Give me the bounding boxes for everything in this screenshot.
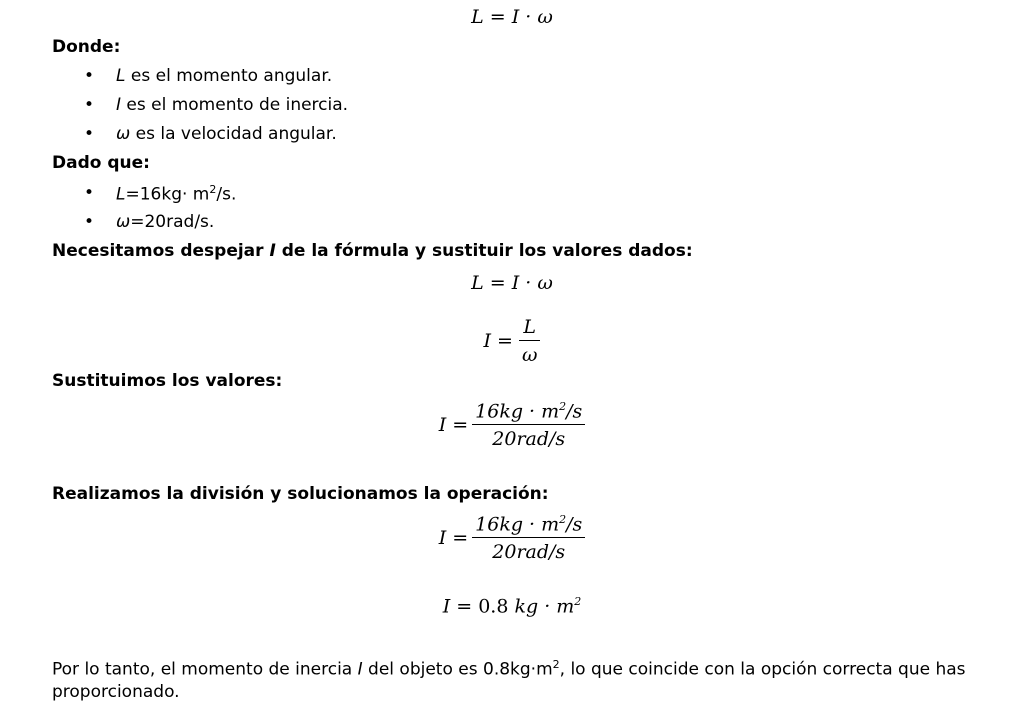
result-unit: kg · m [508,595,575,618]
numerator-text: 16kg · m [475,513,560,536]
denominator: ω [519,340,541,366]
conclusion-text: Por lo tanto, el momento de inercia [52,659,358,680]
given-item [116,183,236,205]
fraction [472,400,585,450]
given-text: =20rad/s. [130,212,215,232]
variable: I [269,241,276,261]
exponent: 2 [209,183,217,196]
definition-item [116,95,348,115]
variable: I [357,659,363,680]
heading-sustituimos: Sustituimos los valores: [52,371,283,391]
given-text: /s. [216,184,237,205]
equation-lhs: I = [438,414,469,437]
heading-despejar [52,241,693,261]
numerator-text: 16kg · m [475,400,560,423]
numerator [472,400,585,424]
equation-lhs: I = [442,595,479,618]
equation-lhs: I = [438,527,469,550]
heading-text: Necesitamos despejar [52,241,270,261]
definition-text: es el momento angular. [125,66,333,86]
numerator [472,513,585,537]
fraction [519,316,541,366]
given-item [116,212,214,232]
fraction [472,513,585,563]
numerator: L [523,316,537,338]
conclusion-text: del objeto es 0.8kg·m [362,659,553,680]
variable: ω [116,124,131,144]
heading-dado-que: Dado que: [52,153,150,173]
conclusion-text: , lo que coincide con la opción correcta que has proporcionado. [52,659,966,702]
result-value: 0.8 [478,595,509,618]
variable: L [116,66,126,86]
given-text: =16kg· m [125,184,210,205]
equation-division [0,513,1024,563]
bullet-icon: • [84,95,95,115]
equation-inertia-fraction [0,316,1024,366]
bullet-icon: • [84,183,95,203]
definition-item [116,66,332,86]
bullet-icon: • [84,66,95,86]
numerator-text: /s [566,400,583,423]
definition-text: es la velocidad angular. [130,124,337,144]
bullet-icon: • [84,124,95,144]
exponent: 2 [559,513,567,526]
definition-item [116,124,337,144]
numerator-text: /s [566,513,583,536]
exponent: 2 [574,595,582,608]
variable: I [116,95,122,115]
definition-text: es el momento de inercia. [121,95,349,115]
heading-donde: Donde: [52,37,121,57]
bullet-icon: • [84,212,95,232]
heading-realizamos: Realizamos la división y solucionamos la operación: [52,484,549,504]
equation-angular-momentum: L = I · ω [471,6,553,28]
denominator: 20rad/s [472,537,585,563]
equation-result [0,595,1024,617]
equation-lhs: I = [483,330,513,352]
denominator: 20rad/s [472,424,585,450]
heading-text: de la fórmula y sustituir los valores dados: [275,241,693,261]
equation-angular-momentum-2: L = I · ω [471,272,553,294]
variable: L [116,184,126,205]
exponent: 2 [552,658,560,671]
exponent: 2 [559,400,567,413]
equation-substitution [0,400,1024,450]
conclusion-paragraph [52,654,982,703]
variable: ω [116,212,131,232]
